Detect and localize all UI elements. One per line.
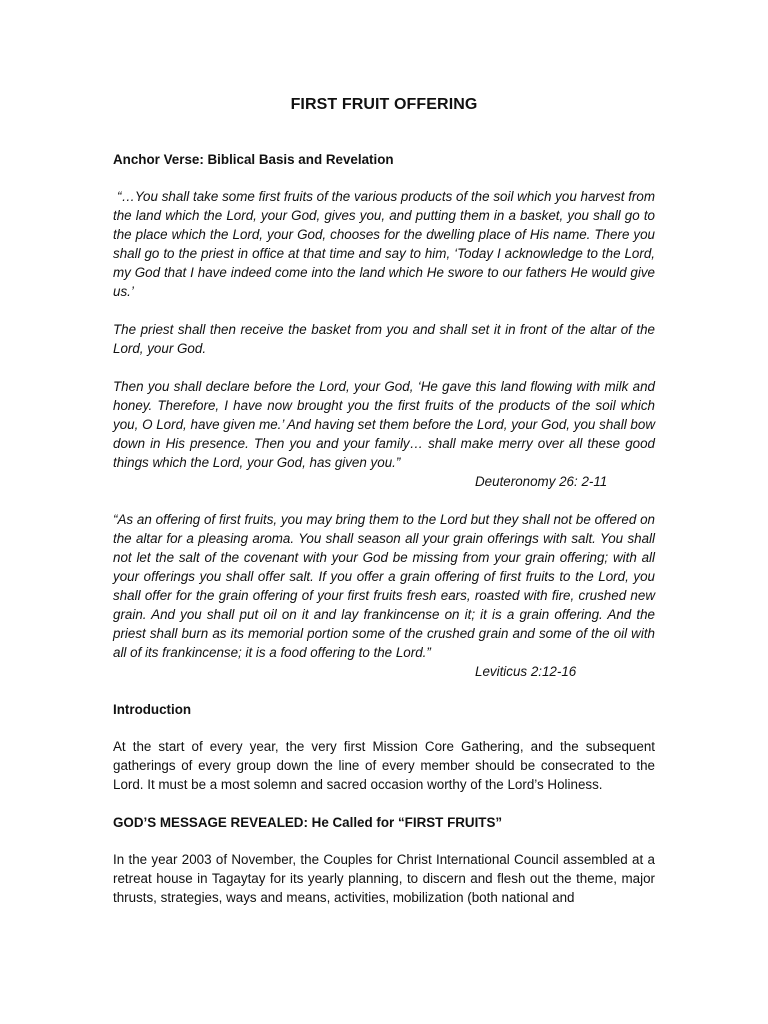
gods-message-heading: GOD’S MESSAGE REVEALED: He Called for “FIRST FRUITS” — [113, 815, 503, 830]
introduction-heading: Introduction — [113, 702, 192, 717]
deuteronomy-reference: Deuteronomy 26: 2-11 — [475, 474, 608, 489]
gods-message-paragraph: In the year 2003 of November, the Couples for Christ International Council assembled at a retreat house in Tagaytay for its yearly planning, to discern and flesh out the theme, major thrusts, strategies, ways and means, activities, mobilization (both national and — [113, 852, 655, 905]
document-page — [113, 96, 655, 926]
anchor-verse-heading: Anchor Verse: Biblical Basis and Revelation — [113, 152, 394, 167]
deuteronomy-quote-paragraph-2: The priest shall then receive the basket from you and shall set it in front of the altar of the Lord, your God. — [113, 322, 655, 356]
leviticus-reference: Leviticus 2:12-16 — [475, 664, 577, 679]
leviticus-quote-paragraph: “As an offering of first fruits, you may bring them to the Lord but they shall not be offered on the altar for a pleasing aroma. You shall season all your grain offerings with salt. You shall not let the salt of the covenant with your God be missing from your grain offering; with all your offerings you shall offer salt. If you offer a grain offering of first fruits to the Lord, you shall offer for the grain offering of your first fruits fresh ears, roasted with fire, crushed new grain. And you shall put oil on it and lay frankincense on it; it is a grain offering. And the priest shall burn as its memorial portion some of the crushed grain and some of the oil with all of its frankincense; it is a food offering to the Lord.” — [113, 512, 655, 660]
document-title: FIRST FRUIT OFFERING — [290, 96, 478, 113]
introduction-paragraph: At the start of every year, the very first Mission Core Gathering, and the subsequent gatherings of every group down the line of every member should be consecrated to the Lord. It must be a most solemn and sacred occasion worthy of the Lord’s Holiness. — [113, 739, 655, 792]
deuteronomy-quote-paragraph-1: “…You shall take some first fruits of the various products of the soil which you harvest from the land which the Lord, your God, gives you, and putting them in a basket, you shall go to the place which the Lord, your God, chooses for the dwelling place of His name. There you shall go to the priest in office at that time and say to him, ‘Today I acknowledge to the Lord, my God that I have indeed come into the land which He swore to our fathers He would give us.’ — [113, 189, 655, 299]
deuteronomy-quote-paragraph-3: Then you shall declare before the Lord, your God, ‘He gave this land flowing with milk and honey. Therefore, I have now brought you the first fruits of the products of the soil which you, O Lord, have given me.’ And having set them before the Lord, your God, you shall bow down in His presence. Then you and your family… shall make merry over all these good things which the Lord, your God, has given you.” — [113, 379, 655, 470]
